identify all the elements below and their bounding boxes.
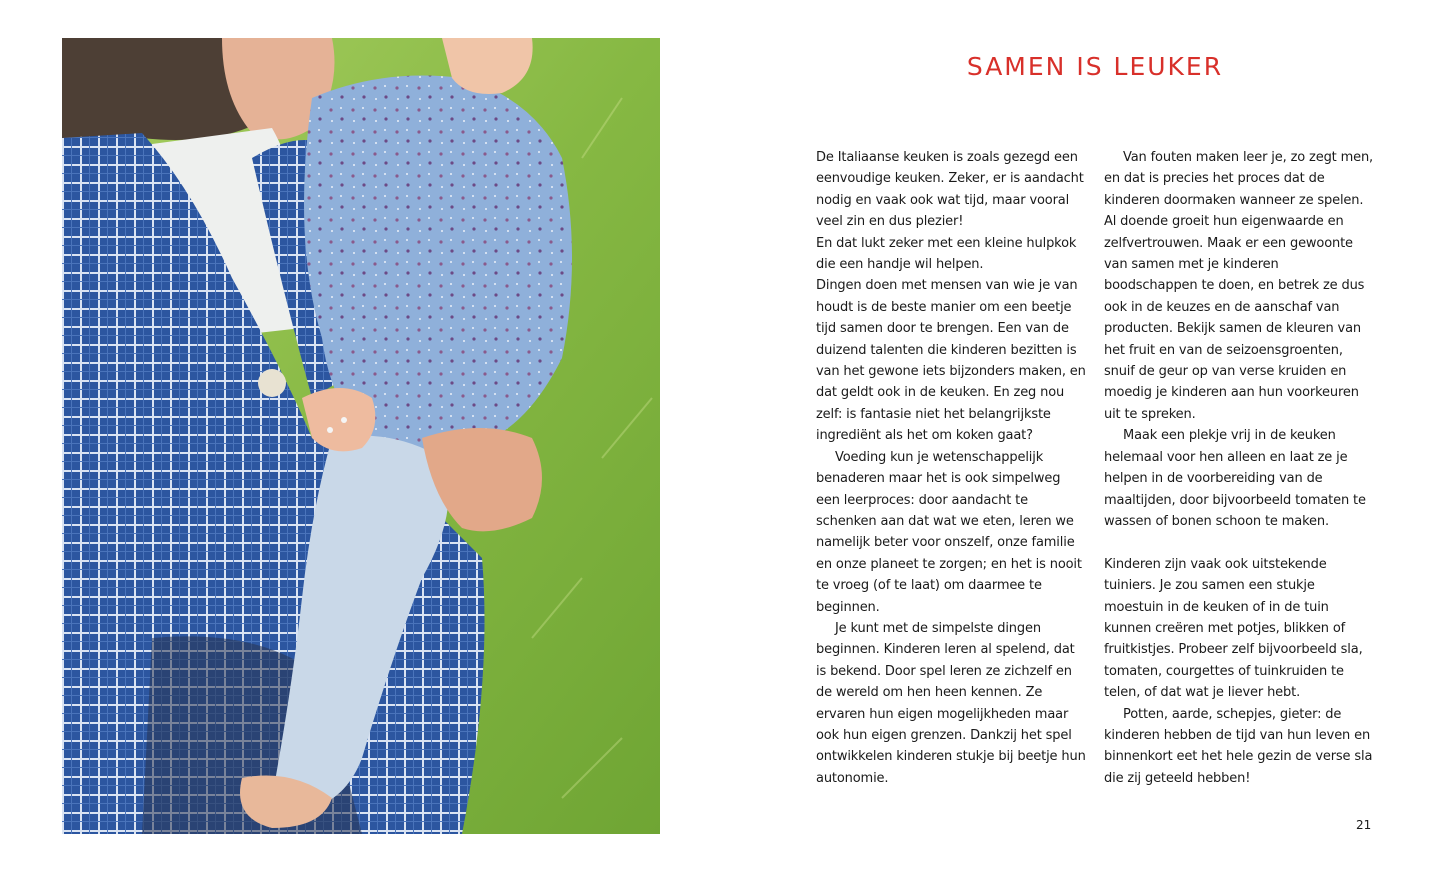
text-column-right <box>1104 147 1374 789</box>
paragraph: Dingen doen met mensen van wie je van houdt is de beste manier om een beetje tijd samen door te brengen. Een van de duizend talenten die kinderen bezitten is van het gewone iets bijzonders maken, en dat geldt ook in de keuken. En zeg nou zelf: is fantasie niet het belangrijkste ingrediënt als het om koken gaat? <box>816 278 1086 444</box>
paragraph: Kinderen zijn vaak ook uitstekende tuiniers. Je zou samen een stukje moestuin in de keuken of in de tuin kunnen creëren met potjes, blikken of fruitkistjes. Probeer zelf bijvoorbeeld sla, tomaten, courgettes of tuinkruiden te telen, of dat wat je liever hebt. <box>1104 556 1363 701</box>
paragraph: Potten, aarde, schepjes, gieter: de kinderen hebben de tijd van hun leven en binnenkort eet het hele gezin de verse sla die zij geteeld hebben! <box>1104 706 1373 786</box>
paragraph: Voeding kun je wetenschappelijk benaderen maar het is ook simpelweg een leerproces: door aandacht te schenken aan dat wat we eten, leren we namelijk beter voor onszelf, onze familie en onze planeet te zorgen; en het is nooit te vroeg (of te laat) om daarmee te beginnen. <box>816 449 1082 615</box>
paragraph: Van fouten maken leer je, zo zegt men, en dat is precies het proces dat de kinderen doormaken wanneer ze spelen. Al doende groeit hun eigenwaarde en zelfvertrouwen. Maak er een gewoonte van samen met je kinderen boodschappen te doen, en betrek ze dus ook in de keuzes en de aanschaf van producten. Bekijk samen de kleuren van het fruit en van de seizoensgroenten, snuif de geur op van verse kruiden en moedig je kinderen aan hun voorkeuren uit te spreken. <box>1104 150 1374 422</box>
paragraph: Je kunt met de simpelste dingen beginnen. Kinderen leren al spelend, dat is bekend. Door spel leren ze zichzelf en de wereld om hen heen kennen. Ze ervaren hun eigen mogelijkheden maar ook hun eigen grenzen. Dankzij het spel ontwikkelen kinderen stukje bij beetje hun autonomie. <box>816 620 1086 786</box>
paragraph: De Italiaanse keuken is zoals gezegd een eenvoudige keuken. Zeker, er is aandacht nodig en vaak ook wat tijd, maar vooral veel zin en dus plezier! <box>816 150 1084 230</box>
paragraph: En dat lukt zeker met een kleine hulpkok die een handje wil helpen. <box>816 235 1077 273</box>
page-number: 21 <box>1356 818 1372 832</box>
paragraph: Maak een plekje vrij in de keuken helemaal voor hen alleen en laat ze je helpen in de voorbereiding van de maaltijden, door bijvoorbeeld tomaten te wassen of bonen schoon te maken. <box>1104 428 1366 529</box>
photo <box>62 38 660 834</box>
photo-illustration <box>62 38 660 834</box>
page-title: SAMEN IS LEUKER <box>966 52 1224 81</box>
text-column-left <box>816 147 1086 789</box>
